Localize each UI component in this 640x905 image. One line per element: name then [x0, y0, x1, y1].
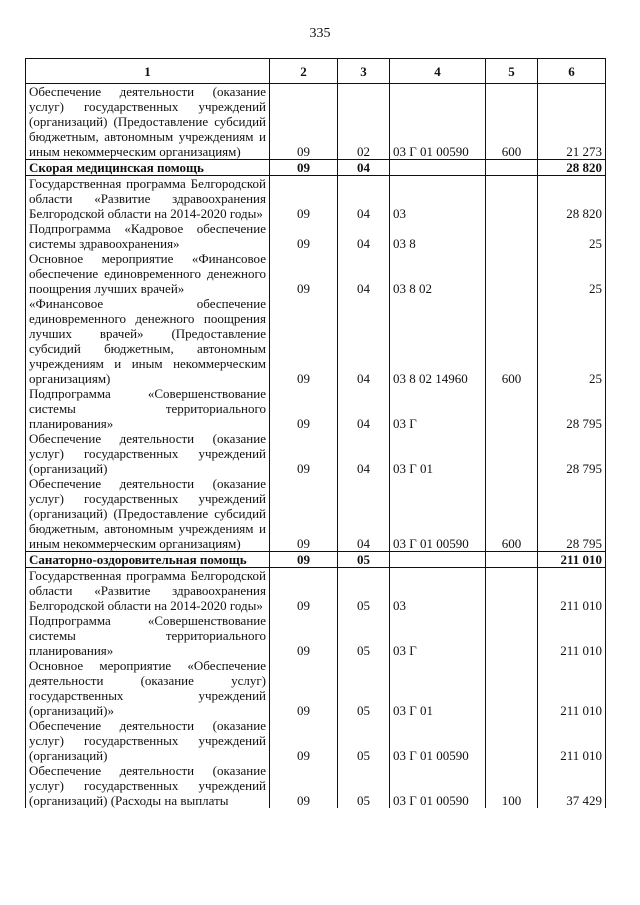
section-code-cell: 09 — [270, 176, 338, 222]
header-cell: 3 — [338, 59, 390, 84]
subsection-code-cell: 05 — [338, 552, 390, 568]
table-row — [26, 568, 606, 614]
subsection-code-cell: 04 — [338, 296, 390, 386]
amount-cell: 37 429 — [538, 763, 606, 808]
item-name-cell: Подпрограмма «Кадровое обеспечение системы здравоохранения» — [26, 221, 270, 251]
item-name-cell: «Финансовое обеспечение единовременного денежного поощрения лучших врачей» (Предоставление субсидий бюджетным, автономным учреждениям и иным некоммерческим организациям) — [26, 296, 270, 386]
item-name-cell: Обеспечение деятельности (оказание услуг) государственных учреждений (организаций) (Предоставление субсидий бюджетным, автономным учреждениям и иным некоммерческим организациям) — [26, 476, 270, 552]
expense-type-cell — [486, 552, 538, 568]
subsection-code-cell: 04 — [338, 431, 390, 476]
budget-table — [25, 58, 606, 808]
table-row — [26, 251, 606, 296]
target-item-cell: 03 Г 01 00590 — [390, 763, 486, 808]
item-name-cell: Санаторно-оздоровительная помощь — [26, 552, 270, 568]
expense-type-cell — [486, 568, 538, 614]
section-row — [26, 552, 606, 568]
subsection-code-cell: 04 — [338, 176, 390, 222]
expense-type-cell — [486, 658, 538, 718]
table-row — [26, 763, 606, 808]
subsection-code-cell: 05 — [338, 658, 390, 718]
header-cell: 5 — [486, 59, 538, 84]
target-item-cell: 03 — [390, 568, 486, 614]
item-name-cell: Государственная программа Белгородской области «Развитие здравоохранения Белгородской области на 2014-2020 годы» — [26, 568, 270, 614]
section-code-cell: 09 — [270, 763, 338, 808]
amount-cell: 28 820 — [538, 176, 606, 222]
item-name-cell: Подпрограмма «Совершенствование системы территориального планирования» — [26, 386, 270, 431]
amount-cell: 28 820 — [538, 160, 606, 176]
item-name-cell: Обеспечение деятельности (оказание услуг) государственных учреждений (организаций) (Расходы на выплаты — [26, 763, 270, 808]
expense-type-cell: 600 — [486, 296, 538, 386]
table-row — [26, 296, 606, 386]
expense-type-cell: 600 — [486, 476, 538, 552]
target-item-cell: 03 Г — [390, 386, 486, 431]
amount-cell: 211 010 — [538, 552, 606, 568]
header-row — [26, 59, 606, 84]
table-row — [26, 658, 606, 718]
amount-cell: 28 795 — [538, 386, 606, 431]
subsection-code-cell: 05 — [338, 568, 390, 614]
item-name-cell: Основное мероприятие «Финансовое обеспечение единовременного денежного поощрения лучших врачей» — [26, 251, 270, 296]
section-code-cell: 09 — [270, 84, 338, 160]
header-cell: 4 — [390, 59, 486, 84]
target-item-cell: 03 8 02 14960 — [390, 296, 486, 386]
item-name-cell: Обеспечение деятельности (оказание услуг) государственных учреждений (организаций) (Предоставление субсидий бюджетным, автономным учреждениям и иным некоммерческим организациям) — [26, 84, 270, 160]
expense-type-cell — [486, 251, 538, 296]
target-item-cell: 03 Г 01 — [390, 658, 486, 718]
expense-type-cell: 100 — [486, 763, 538, 808]
table-row — [26, 84, 606, 160]
target-item-cell: 03 8 — [390, 221, 486, 251]
section-code-cell: 09 — [270, 251, 338, 296]
target-item-cell: 03 Г 01 — [390, 431, 486, 476]
amount-cell: 211 010 — [538, 658, 606, 718]
amount-cell: 211 010 — [538, 718, 606, 763]
amount-cell: 25 — [538, 296, 606, 386]
target-item-cell: 03 Г 01 00590 — [390, 84, 486, 160]
item-name-cell: Подпрограмма «Совершенствование системы территориального планирования» — [26, 613, 270, 658]
page-number: 335 — [309, 26, 331, 41]
target-item-cell: 03 Г 01 00590 — [390, 718, 486, 763]
subsection-code-cell: 04 — [338, 476, 390, 552]
target-item-cell: 03 — [390, 176, 486, 222]
expense-type-cell: 600 — [486, 84, 538, 160]
subsection-code-cell: 04 — [338, 221, 390, 251]
section-code-cell: 09 — [270, 221, 338, 251]
amount-cell: 21 273 — [538, 84, 606, 160]
item-name-cell: Скорая медицинская помощь — [26, 160, 270, 176]
subsection-code-cell: 04 — [338, 160, 390, 176]
expense-type-cell — [486, 431, 538, 476]
target-item-cell: 03 Г — [390, 613, 486, 658]
section-row — [26, 160, 606, 176]
subsection-code-cell: 05 — [338, 718, 390, 763]
section-code-cell: 09 — [270, 658, 338, 718]
item-name-cell: Государственная программа Белгородской области «Развитие здравоохранения Белгородской области на 2014-2020 годы» — [26, 176, 270, 222]
section-code-cell: 09 — [270, 386, 338, 431]
expense-type-cell — [486, 718, 538, 763]
section-code-cell: 09 — [270, 431, 338, 476]
header-cell: 1 — [26, 59, 270, 84]
item-name-cell: Обеспечение деятельности (оказание услуг) государственных учреждений (организаций) — [26, 431, 270, 476]
section-code-cell: 09 — [270, 296, 338, 386]
amount-cell: 25 — [538, 251, 606, 296]
amount-cell: 211 010 — [538, 568, 606, 614]
target-item-cell: 03 8 02 — [390, 251, 486, 296]
subsection-code-cell: 04 — [338, 386, 390, 431]
table-row — [26, 221, 606, 251]
section-code-cell: 09 — [270, 160, 338, 176]
target-item-cell: 03 Г 01 00590 — [390, 476, 486, 552]
table-body — [26, 84, 606, 809]
table-row — [26, 476, 606, 552]
expense-type-cell — [486, 386, 538, 431]
expense-type-cell — [486, 221, 538, 251]
table-row — [26, 718, 606, 763]
section-code-cell: 09 — [270, 568, 338, 614]
amount-cell: 28 795 — [538, 476, 606, 552]
amount-cell: 211 010 — [538, 613, 606, 658]
subsection-code-cell: 04 — [338, 251, 390, 296]
table-row — [26, 431, 606, 476]
section-code-cell: 09 — [270, 613, 338, 658]
subsection-code-cell: 02 — [338, 84, 390, 160]
table-row — [26, 386, 606, 431]
section-code-cell: 09 — [270, 476, 338, 552]
amount-cell: 25 — [538, 221, 606, 251]
expense-type-cell — [486, 613, 538, 658]
expense-type-cell — [486, 176, 538, 222]
table-row — [26, 613, 606, 658]
section-code-cell: 09 — [270, 552, 338, 568]
item-name-cell: Обеспечение деятельности (оказание услуг) государственных учреждений (организаций) — [26, 718, 270, 763]
subsection-code-cell: 05 — [338, 763, 390, 808]
header-cell: 6 — [538, 59, 606, 84]
header-cell: 2 — [270, 59, 338, 84]
section-code-cell: 09 — [270, 718, 338, 763]
expense-type-cell — [486, 160, 538, 176]
amount-cell: 28 795 — [538, 431, 606, 476]
subsection-code-cell: 05 — [338, 613, 390, 658]
target-item-cell — [390, 552, 486, 568]
item-name-cell: Основное мероприятие «Обеспечение деятельности (оказание услуг) государственных учреждений (организаций)» — [26, 658, 270, 718]
table-row — [26, 176, 606, 222]
target-item-cell — [390, 160, 486, 176]
